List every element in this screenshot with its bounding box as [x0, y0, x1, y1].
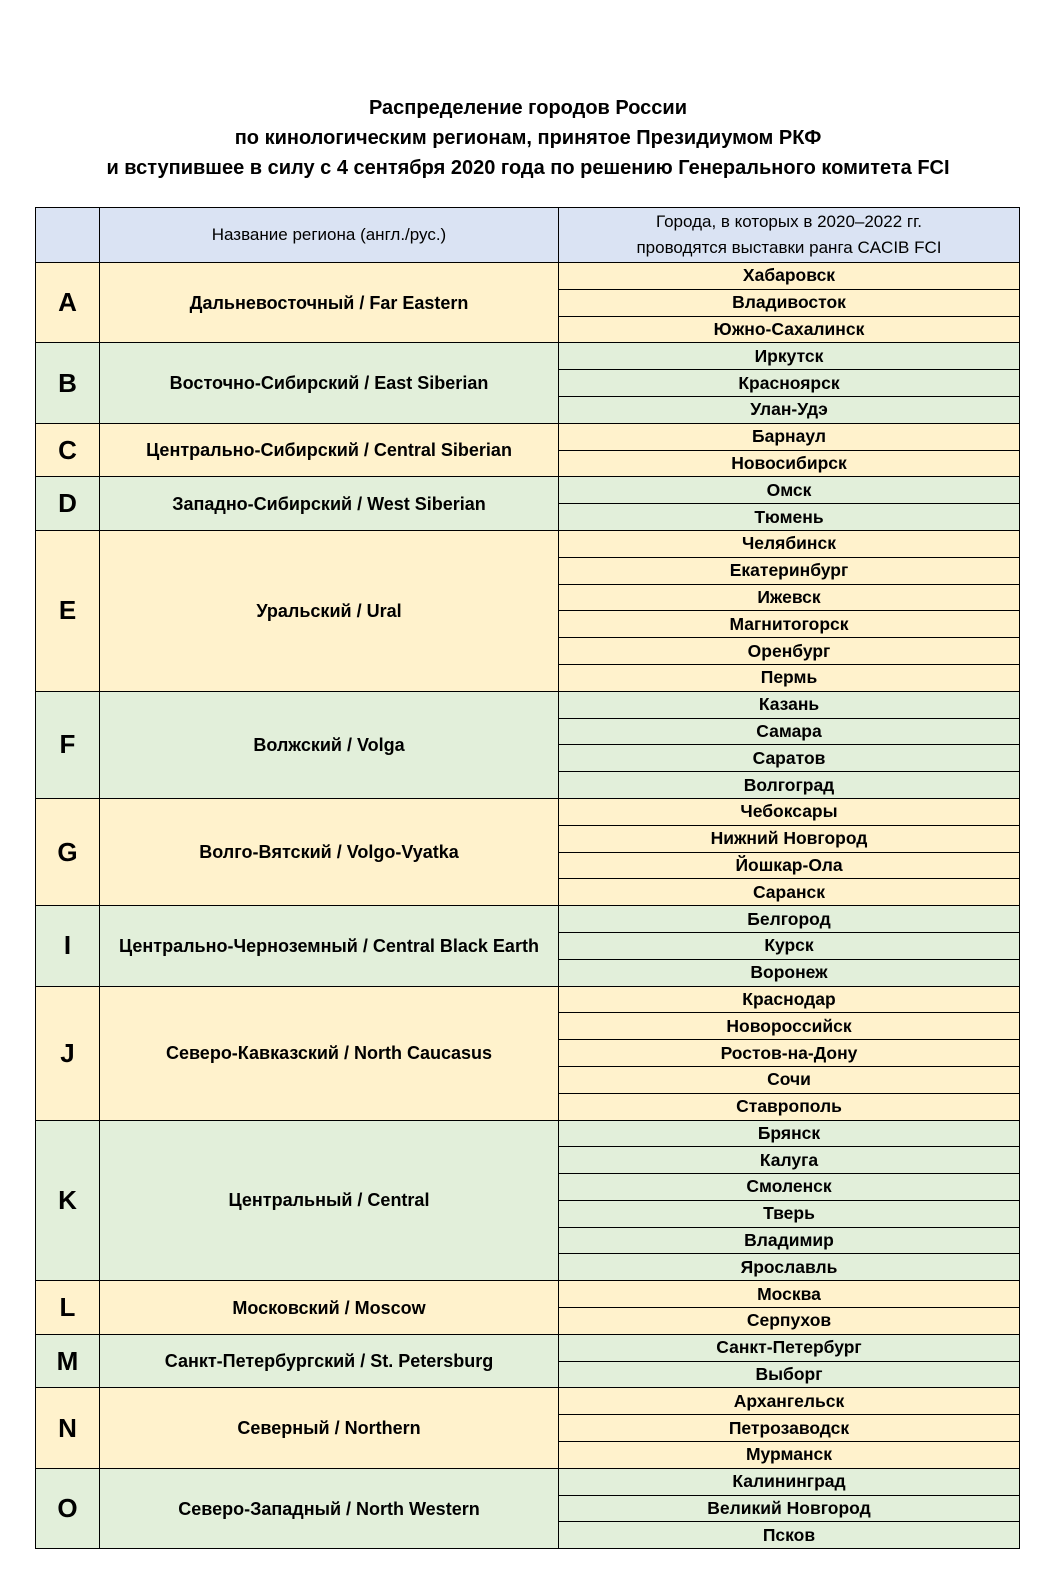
city-cell: Архангельск	[559, 1388, 1020, 1415]
city-cell: Москва	[559, 1281, 1020, 1308]
region-name: Волжский / Volga	[100, 691, 559, 798]
region-name: Центрально-Сибирский / Central Siberian	[100, 423, 559, 477]
city-cell: Чебоксары	[559, 798, 1020, 825]
region-name: Московский / Moscow	[100, 1281, 559, 1335]
table-row	[36, 477, 1020, 504]
table-row	[36, 1468, 1020, 1495]
table-row	[36, 691, 1020, 718]
city-cell: Брянск	[559, 1120, 1020, 1147]
city-cell: Саранск	[559, 879, 1020, 906]
table-row	[36, 1120, 1020, 1147]
city-cell: Улан-Удэ	[559, 396, 1020, 423]
header-cities	[559, 208, 1020, 263]
region-name: Санкт-Петербургский / St. Petersburg	[100, 1334, 559, 1388]
region-name: Дальневосточный / Far Eastern	[100, 263, 559, 343]
city-cell: Самара	[559, 718, 1020, 745]
city-cell: Ярославль	[559, 1254, 1020, 1281]
city-cell: Йошкар-Ола	[559, 852, 1020, 879]
header-cities-line: проводятся выставки ранга CACIB FCI	[636, 238, 942, 257]
region-letter: I	[36, 906, 100, 986]
table-row	[36, 343, 1020, 370]
regions-table-body	[36, 263, 1020, 1549]
table-row	[36, 263, 1020, 290]
title-line: по кинологическим регионам, принятое Президиумом РКФ	[234, 127, 822, 149]
region-letter: K	[36, 1120, 100, 1281]
city-cell: Калининград	[559, 1468, 1020, 1495]
city-cell: Серпухов	[559, 1308, 1020, 1335]
regions-table	[35, 207, 1020, 1549]
region-letter: A	[36, 263, 100, 343]
region-name: Центрально-Черноземный / Central Black Earth	[100, 906, 559, 986]
city-cell: Волгоград	[559, 772, 1020, 799]
table-row	[36, 906, 1020, 933]
header-letter	[36, 208, 100, 263]
header-region-name: Название региона (англ./рус.)	[100, 208, 559, 263]
city-cell: Смоленск	[559, 1174, 1020, 1201]
city-cell: Белгород	[559, 906, 1020, 933]
city-cell: Казань	[559, 691, 1020, 718]
city-cell: Воронеж	[559, 959, 1020, 986]
region-letter: C	[36, 423, 100, 477]
table-row	[36, 1334, 1020, 1361]
city-cell: Новороссийск	[559, 1013, 1020, 1040]
region-name: Волго-Вятский / Volgo-Vyatka	[100, 798, 559, 905]
table-header-row	[36, 208, 1020, 263]
city-cell: Санкт-Петербург	[559, 1334, 1020, 1361]
city-cell: Тюмень	[559, 504, 1020, 531]
city-cell: Магнитогорск	[559, 611, 1020, 638]
city-cell: Мурманск	[559, 1442, 1020, 1469]
city-cell: Выборг	[559, 1361, 1020, 1388]
city-cell: Нижний Новгород	[559, 825, 1020, 852]
region-name: Уральский / Ural	[100, 530, 559, 691]
title-line: и вступившее в силу с 4 сентября 2020 года по решению Генерального комитета FCI	[106, 157, 950, 179]
city-cell: Ижевск	[559, 584, 1020, 611]
region-letter: O	[36, 1468, 100, 1548]
region-name: Центральный / Central	[100, 1120, 559, 1281]
city-cell: Великий Новгород	[559, 1495, 1020, 1522]
region-letter: N	[36, 1388, 100, 1468]
table-row	[36, 986, 1020, 1013]
city-cell: Псков	[559, 1522, 1020, 1549]
city-cell: Пермь	[559, 664, 1020, 691]
city-cell: Ростов-на-Дону	[559, 1040, 1020, 1067]
city-cell: Екатеринбург	[559, 557, 1020, 584]
region-letter: D	[36, 477, 100, 531]
region-name: Северо-Кавказский / North Caucasus	[100, 986, 559, 1120]
region-name: Северо-Западный / North Western	[100, 1468, 559, 1548]
city-cell: Иркутск	[559, 343, 1020, 370]
region-letter: J	[36, 986, 100, 1120]
region-letter: E	[36, 530, 100, 691]
city-cell: Саратов	[559, 745, 1020, 772]
table-row	[36, 1281, 1020, 1308]
document-title	[0, 93, 1056, 183]
region-letter: F	[36, 691, 100, 798]
city-cell: Владимир	[559, 1227, 1020, 1254]
city-cell: Новосибирск	[559, 450, 1020, 477]
region-name: Северный / Northern	[100, 1388, 559, 1468]
region-letter: M	[36, 1334, 100, 1388]
header-cities-line: Города, в которых в 2020–2022 гг.	[656, 212, 922, 231]
table-row	[36, 530, 1020, 557]
city-cell: Петрозаводск	[559, 1415, 1020, 1442]
city-cell: Барнаул	[559, 423, 1020, 450]
table-row	[36, 798, 1020, 825]
city-cell: Омск	[559, 477, 1020, 504]
city-cell: Хабаровск	[559, 263, 1020, 290]
city-cell: Владивосток	[559, 289, 1020, 316]
table-row	[36, 423, 1020, 450]
city-cell: Красноярск	[559, 370, 1020, 397]
city-cell: Тверь	[559, 1200, 1020, 1227]
city-cell: Курск	[559, 932, 1020, 959]
city-cell: Краснодар	[559, 986, 1020, 1013]
region-name: Западно-Сибирский / West Siberian	[100, 477, 559, 531]
city-cell: Сочи	[559, 1066, 1020, 1093]
city-cell: Челябинск	[559, 530, 1020, 557]
city-cell: Калуга	[559, 1147, 1020, 1174]
city-cell: Оренбург	[559, 638, 1020, 665]
table-row	[36, 1388, 1020, 1415]
city-cell: Ставрополь	[559, 1093, 1020, 1120]
region-letter: B	[36, 343, 100, 423]
region-letter: G	[36, 798, 100, 905]
title-line: Распределение городов России	[368, 97, 688, 119]
region-name: Восточно-Сибирский / East Siberian	[100, 343, 559, 423]
city-cell: Южно-Сахалинск	[559, 316, 1020, 343]
region-letter: L	[36, 1281, 100, 1335]
